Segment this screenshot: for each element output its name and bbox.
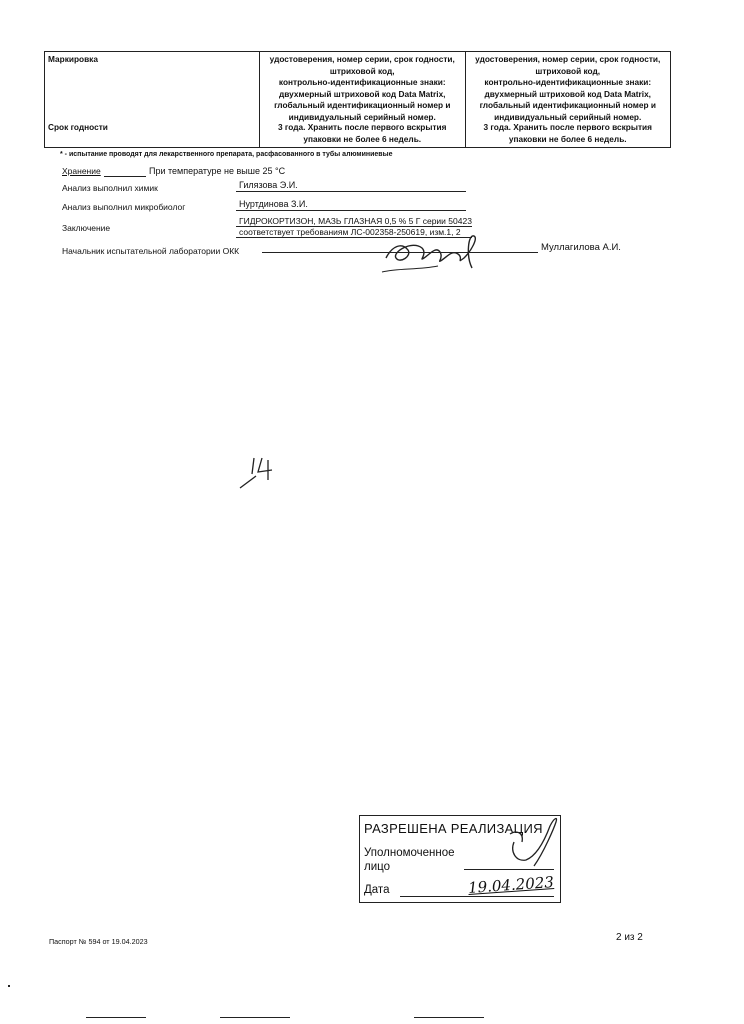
spec-line: индивидуальный серийный номер. bbox=[494, 111, 642, 122]
microbiologist-name: Нуртдинова З.И. bbox=[239, 199, 308, 209]
passport-number: Паспорт № 594 от 19.04.2023 bbox=[49, 937, 148, 946]
stamp-date-label: Дата bbox=[364, 884, 390, 896]
spec-column-2 bbox=[465, 52, 671, 148]
spec-line: контрольно-идентификационные знаки: bbox=[278, 77, 446, 87]
spec-line: упаковки не более 6 недель. bbox=[508, 133, 627, 144]
handwritten-signature bbox=[378, 228, 488, 278]
head-name: Муллагилова А.И. bbox=[541, 242, 621, 253]
scan-edge-line bbox=[414, 1017, 484, 1018]
microbiologist-label: Анализ выполнил микробиолог bbox=[62, 202, 186, 212]
head-label: Начальник испытательной лаборатории ОКК bbox=[62, 246, 240, 256]
shelf-life-label: Срок годности bbox=[48, 122, 108, 132]
spec-line: индивидуальный серийный номер. bbox=[288, 111, 436, 122]
scan-edge-line bbox=[86, 1017, 146, 1018]
page-number: 2 из 2 bbox=[616, 932, 643, 943]
scan-edge-line bbox=[220, 1017, 290, 1018]
stamp-title: РАЗРЕШЕНА РЕАЛИЗАЦИЯ bbox=[364, 821, 543, 836]
spec-line: удостоверения, номер серии, срок годности, bbox=[475, 54, 661, 64]
table-row bbox=[45, 52, 671, 148]
spec-line: двухмерный штриховой код Data Matrix, bbox=[278, 88, 446, 99]
spec-line: удостоверения, номер серии, срок годности, bbox=[269, 54, 455, 64]
stamp-date-value: 19.04.2023 bbox=[467, 873, 555, 897]
spec-line: глобальный идентификационный номер и bbox=[274, 100, 451, 110]
row-label-cell bbox=[45, 52, 260, 148]
spec-line: двухмерный штриховой код Data Matrix, bbox=[484, 88, 651, 99]
footnote: * - испытание проводят для лекарственного препарата, расфасованного в тубы алюминиевые bbox=[60, 151, 393, 158]
marking-label: Маркировка bbox=[48, 54, 98, 64]
conclusion-line-1: ГИДРОКОРТИЗОН, МАЗЬ ГЛАЗНАЯ 0,5 % 5 Г серии 50423 bbox=[239, 216, 472, 226]
storage-value: При температуре не выше 25 °С bbox=[149, 166, 286, 176]
conclusion-line-2: соответствует требованиям ЛС-002358-250619, изм.1, 2 bbox=[239, 227, 461, 237]
chemist-name: Гилязова Э.И. bbox=[239, 180, 298, 190]
conclusion-underline-1 bbox=[236, 226, 472, 227]
spec-column-1 bbox=[260, 52, 466, 148]
conclusion-label: Заключение bbox=[62, 223, 111, 233]
spec-line: штриховой код, bbox=[535, 65, 601, 76]
spec-line: глобальный идентификационный номер и bbox=[479, 100, 656, 110]
handwritten-page-mark bbox=[238, 452, 278, 492]
stamp-person-line-2: лицо bbox=[364, 861, 390, 873]
spec-line: 3 года. Хранить после первого вскрытия bbox=[483, 122, 652, 132]
chemist-underline bbox=[236, 191, 466, 192]
chemist-label: Анализ выполнил химик bbox=[62, 183, 158, 193]
spec-line: 3 года. Хранить после первого вскрытия bbox=[278, 122, 447, 132]
microbiologist-underline bbox=[236, 210, 466, 211]
spec-table bbox=[44, 51, 671, 148]
spec-line: контрольно-идентификационные знаки: bbox=[484, 77, 652, 87]
spec-line: упаковки не более 6 недель. bbox=[303, 133, 422, 144]
spec-line: штриховой код, bbox=[329, 65, 395, 76]
scan-dot bbox=[8, 985, 10, 987]
stamp-person-line-1: Уполномоченное bbox=[364, 847, 455, 859]
stamp-signature bbox=[500, 812, 562, 872]
storage-label: Хранение bbox=[62, 166, 101, 176]
storage-underline bbox=[104, 176, 146, 177]
